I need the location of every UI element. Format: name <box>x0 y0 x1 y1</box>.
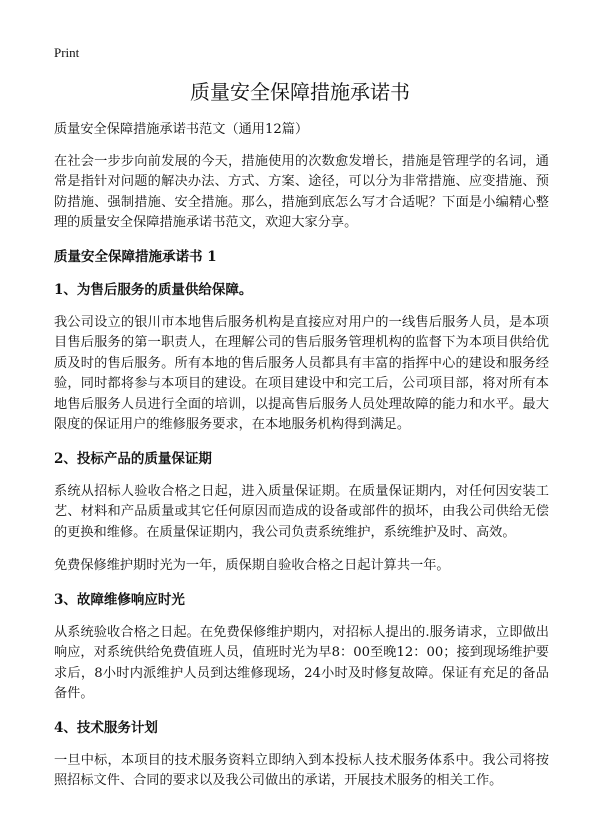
section-2-heading: 2、投标产品的质量保证期 <box>54 450 212 467</box>
document-title: 质量安全保障措施承诺书 <box>190 80 410 104</box>
section-2-paragraph-2: 免费保修维护期时光为一年，质保期自验收合格之日起计算共一年。 <box>54 558 450 573</box>
section-4-heading: 4、技术服务计划 <box>54 719 158 736</box>
section-4-paragraph-1: 一旦中标，本项目的技术服务资料立即纳入到本投标人技术服务体系中。我公司将按照招标文件、合同的要求以及我公司做出的承诺，开展技术服务的相关工作。 <box>54 752 549 788</box>
section-3-paragraph-1: 从系统验收合格之日起。在免费保修维护期内，对招标人提出的.服务请求，立即做出响应，对系统供给免费值班人员，值班时光为早8：00至晚12：00；接到现场维护要求后，8小时内派维护人员到达维修现场，24小时及时修复故障。保证有充足的备品备件。 <box>54 624 549 701</box>
document-subtitle: 质量安全保障措施承诺书范文（通用12篇） <box>54 122 309 137</box>
section-1-heading: 1、为售后服务的质量供给保障。 <box>54 281 253 298</box>
intro-paragraph: 在社会一步步向前发展的今天，措施使用的次数愈发增长，措施是管理学的名词，通常是指针对问题的解决办法、方式、方案、途径，可以分为非常措施、应变措施、预防措施、强制措施、安全措施。那么，措施到底怎么写才合适呢？下面是小编精心整理的质量安全保障措施承诺书范文，欢迎大家分享。 <box>54 153 549 230</box>
section-3-heading: 3、故障维修响应时光 <box>54 591 185 608</box>
print-label: Print <box>54 45 80 60</box>
section-2-paragraph-1: 系统从招标人验收合格之日起，进入质量保证期。在质量保证期内，对任何因安装工艺、材料和产品质量或其它任何原因而造成的设备或部件的损坏，由我公司供给无偿的更换和维修。在质量保证期内，我公司负责系统维护，系统维护及时、高效。 <box>54 483 549 540</box>
document-body <box>54 120 549 805</box>
section-title: 质量安全保障措施承诺书 1 <box>54 248 217 265</box>
section-1-paragraph-1: 我公司设立的银川市本地售后服务机构是直接应对用户的一线售后服务人员，是本项目售后服务的第一职责人，在理解公司的售后服务管理机构的监督下为本项目供给优质及时的售后服务。所有本地的售后服务人员都具有丰富的指挥中心的建设和服务经验，同时都将参与本项目的建设。在项目建设中和完工后，公司项目部，将对所有本地售后服务人员进行全面的培训，以提高售后服务人员处理故障的能力和水平。最大限度的保证用户的维修服务要求，在本地服务机构得到满足。 <box>54 314 549 432</box>
